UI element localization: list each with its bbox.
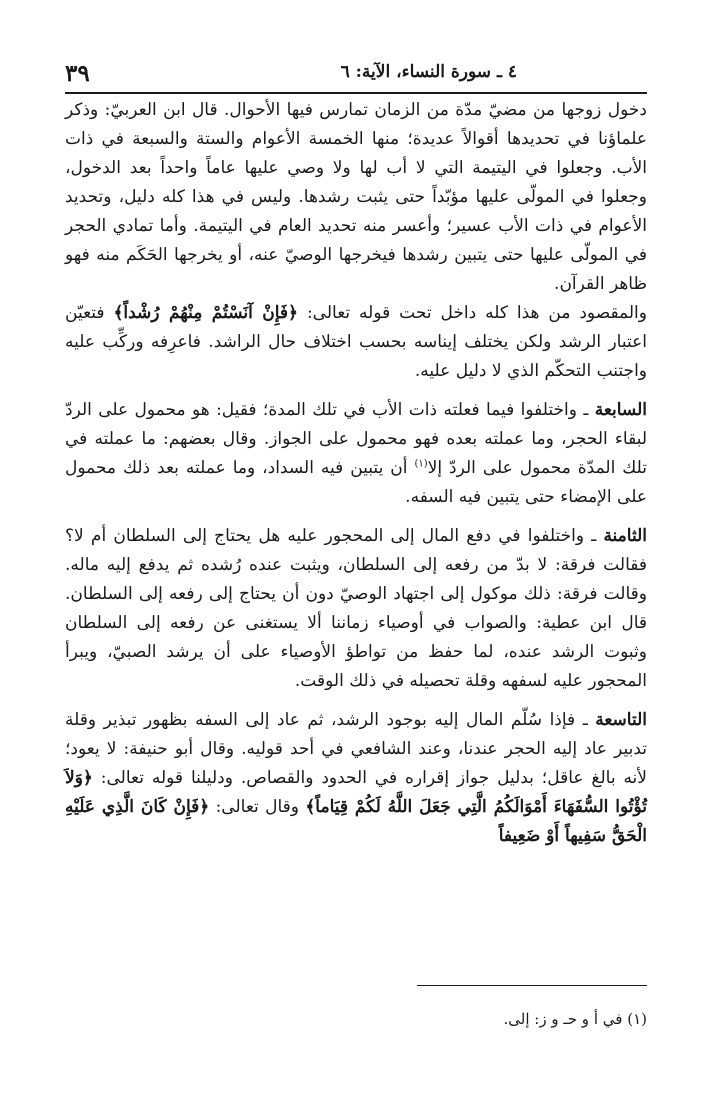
footnote-marker[interactable]: (١) [414,458,428,470]
header-divider [65,92,647,94]
section-eighth [65,522,647,696]
paragraph-text: ـ واختلفوا فيما فعلته ذات الأب في تلك المدة؛ فقيل: هو محمول على الردّ لبقاء الحجر، وما عملته بعده فهو محمول على الجواز. وقال بعضهم: ما عملته في تلك المدّة محمول على الردّ إلا [65,400,647,478]
paragraph-text: ـ فإذا سُلّم المال إليه بوجود الرشد، ثم عاد إلى السفه بظهور تبذير وقلة تدبير عاد إليه الحجر عندنا، وعند الشافعي في أحد قوليه. وقال أبو حنيفة: لا يعود؛ لأنه بالغ عاقل؛ بدليل جواز إقراره في الحدود والقصاص. ودليلنا قوله تعالى: [65,710,647,788]
footnote-text: في أ و حـ و ز: إلى. [503,1010,623,1028]
main-text [65,96,647,851]
quran-verse: ﴿فَإِنْ كَانَ الَّذِي عَلَيْهِ الْحَقُّ سَفِيهاً أَوْ ضَعِيفاً [65,797,647,846]
quran-verse: ﴿وَلاَ تُؤْتُوا السُّفَهَاءَ أَمْوَالَكُمُ الَّتِي جَعَلَ اللَّهُ لَكُمْ قِيَاماً﴾ [65,768,647,817]
section-heading: التاسعة [595,710,647,730]
page-number: ٣٩ [65,60,90,87]
section-heading: السابعة [594,400,647,420]
paragraph-text: أن يتبين فيه السداد، وما عملته بعد ذلك محمول على الإمضاء حتى يتبين فيه السفه. [65,458,647,507]
section-ninth [65,706,647,851]
paragraph-text: والمقصود من هذا كله داخل تحت قوله تعالى: [298,303,647,323]
paragraph-2 [65,299,647,386]
running-title: ٤ ـ سورة النساء، الآية: ٦ [340,62,517,82]
paragraph-1 [65,96,647,299]
quran-verse: ﴿فَإِنْ آنَسْتُمْ مِنْهُمْ رُشْداً﴾ [113,303,299,323]
page-header [65,60,647,90]
footnote [65,1008,647,1030]
paragraph-text: وقال تعالى: [209,797,306,817]
footnote-marker: (١) [627,1010,647,1028]
section-heading: الثامنة [603,526,647,546]
paragraph-text: ـ واختلفوا في دفع المال إلى المحجور عليه هل يحتاج إلى السلطان أم لا؟ فقالت فرقة: لا بدّ من رفعه إلى السلطان، ويثبت عنده رُشده ثم يدفع إليه ماله. وقالت فرقة: ذلك موكول إلى اجتهاد الوصيّ دون أن يحتاج إلى رفعه إلى السلطان. قال ابن عطية: والصواب في أوصياء زماننا ألا يستغنى عن رفعه إلى السلطان وثبوت الرشد عنده، لما حفظ من تواطؤ الأوصياء على أن يرشد الصبيّ، ويبرأ المحجور عليه لسفهه وقلة تحصيله في ذلك الوقت. [65,526,647,691]
footnote-divider [417,985,647,986]
paragraph-text: فتعيّن اعتبار الرشد ولكن يختلف إيناسه بحسب اختلاف حال الراشد. فاعرِفه وركِّب عليه واجتنب التحكّم الذي لا دليل عليه. [65,303,647,381]
paragraph-text: دخول زوجها من مضيّ مدّة من الزمان تمارس فيها الأحوال. قال ابن العربيّ: وذكر علماؤنا في تحديدها أقوالاً عديدة؛ منها الخمسة الأعوام والستة والسبعة في ذات الأب. وجعلوا في اليتيمة التي لا أب لها ولا وصي عليها عاماً واحداً بعد الدخول، وجعلوا في المولّى عليها مؤبّداً حتى يثبت رشدها. وليس في هذا كله دليل، وتحديد الأعوام في ذات الأب عسير؛ وأعسر منه تحديد العام في اليتيمة. وأما تمادي الحجر في المولّى عليها حتى يتبين رشدها فيخرجها الوصيّ عنه، أو يخرجها الحَكَم منه فهو ظاهر القرآن. [65,100,647,294]
section-seventh [65,396,647,512]
